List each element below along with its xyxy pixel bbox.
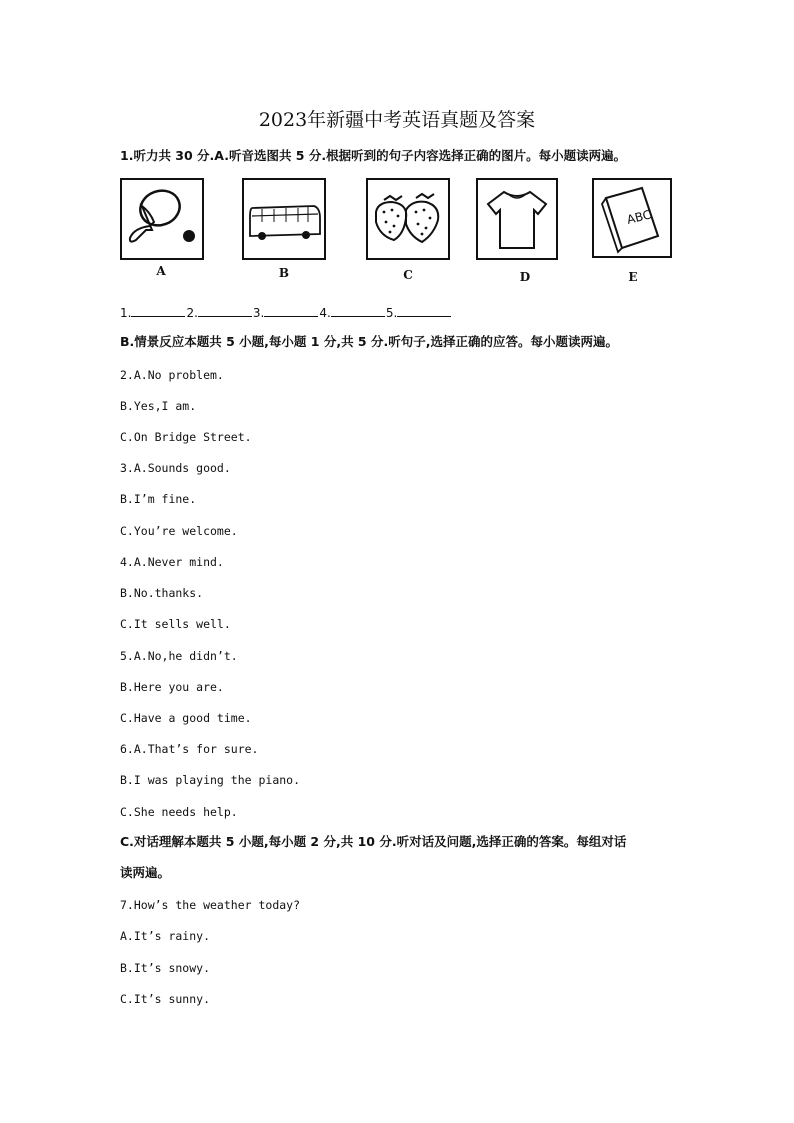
answer-blank[interactable] [397, 304, 451, 317]
blank-label: 1. [120, 306, 132, 320]
picture-label-b: B [278, 266, 290, 280]
abc-book-icon [592, 178, 672, 258]
option-line: A.It’s rainy. [120, 929, 211, 943]
ping-pong-icon [120, 178, 204, 260]
strawberries-icon [366, 178, 450, 260]
option-line: C.You’re welcome. [120, 524, 238, 538]
answer-blank[interactable] [264, 304, 318, 317]
option-line: C.It’s sunny. [120, 992, 211, 1006]
section-b-heading: B.情景反应本题共 5 小题,每小题 1 分,共 5 分.听句子,选择正确的应答。每小题读两遍。 [120, 334, 618, 349]
picture-label-c: C [403, 268, 413, 282]
option-line: B.Here you are. [120, 680, 224, 694]
option-line: 2.A.No problem. [120, 368, 224, 382]
section-c-heading-line-1: C.对话理解本题共 5 小题,每小题 2 分,共 10 分.听对话及问题,选择正确的答案。每组对话 [120, 834, 627, 849]
answer-blanks [120, 304, 452, 320]
picture-d [476, 178, 558, 260]
t-shirt-icon [476, 178, 558, 260]
option-line: C.Have a good time. [120, 711, 252, 725]
option-line: 4.A.Never mind. [120, 555, 224, 569]
answer-blank[interactable] [198, 304, 252, 317]
option-line: C.She needs help. [120, 805, 238, 819]
section-1-heading: 1.听力共 30 分.A.听音选图共 5 分.根据听到的句子内容选择正确的图片。每小题读两遍。 [120, 148, 627, 163]
blank-label: 3. [252, 306, 265, 320]
picture-label-a: A [156, 264, 166, 278]
option-line: C.On Bridge Street. [120, 430, 252, 444]
option-line: B.It’s snowy. [120, 961, 211, 975]
section-c-heading-line-2: 读两遍。 [120, 865, 171, 880]
option-line: C.It sells well. [120, 617, 231, 631]
picture-label-d: D [519, 270, 531, 284]
blank-label: 5. [385, 306, 398, 320]
option-line: B.Yes,I am. [120, 399, 197, 413]
book-cover-text: ABC [625, 207, 653, 227]
picture-b [242, 178, 326, 260]
blank-label: 2. [186, 306, 198, 320]
option-line: 5.A.No,he didn’t. [120, 649, 238, 663]
answer-blank[interactable] [331, 304, 385, 317]
option-line: B.I’m fine. [120, 492, 197, 506]
picture-options [118, 178, 678, 290]
blank-label: 4. [319, 306, 331, 320]
option-line: 6.A.That’s for sure. [120, 742, 259, 756]
picture-e [592, 178, 672, 258]
picture-label-e: E [628, 270, 638, 284]
answer-blank[interactable] [131, 304, 185, 317]
picture-a [120, 178, 204, 260]
option-line: B.No.thanks. [120, 586, 204, 600]
page-title: 2023年新疆中考英语真题及答案 [258, 109, 536, 131]
option-line: B.I was playing the piano. [120, 773, 301, 787]
question-line: 7.How’s the weather today? [120, 898, 301, 912]
bus-icon [242, 178, 326, 260]
picture-c [366, 178, 450, 260]
option-line: 3.A.Sounds good. [120, 461, 231, 475]
